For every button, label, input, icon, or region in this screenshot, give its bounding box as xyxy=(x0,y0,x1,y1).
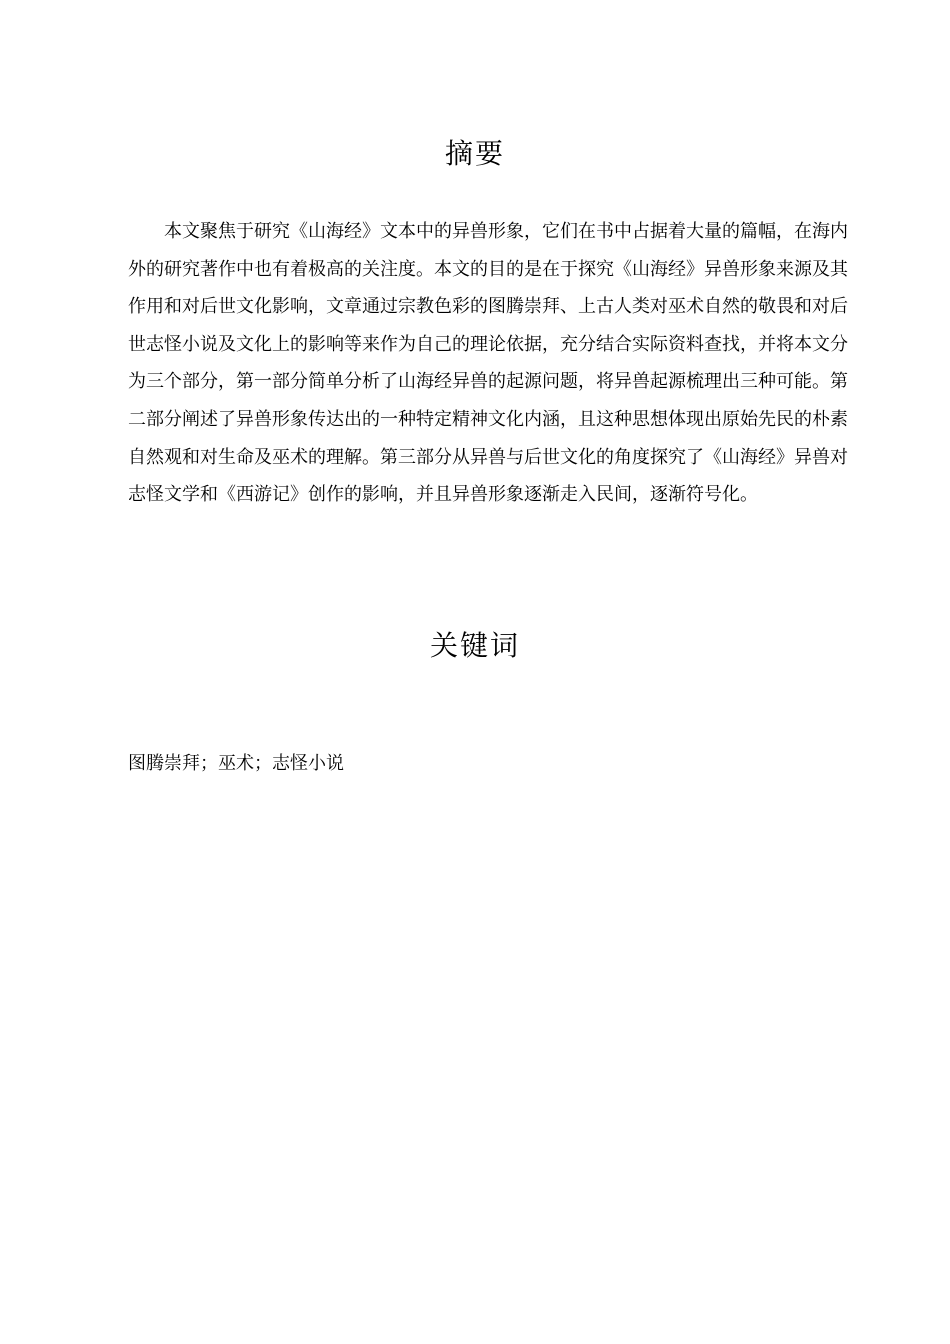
keywords-heading: 关键词 xyxy=(429,629,520,662)
abstract-paragraph: 本文聚焦于研究《山海经》文本中的异兽形象，它们在书中占据着大量的篇幅，在海内外的研究著作中也有着极高的关注度。本文的目的是在于探究《山海经》异兽形象来源及其作用和对后世文化影响，文章通过宗教色彩的图腾崇拜、上古人类对巫术自然的敬畏和对后世志怪小说及文化上的影响等来作为自己的理论依据，充分结合实际资料查找，并将本文分为三个部分，第一部分简单分析了山海经异兽的起源问题，将异兽起源梳理出三种可能。第二部分阐述了异兽形象传达出的一种特定精神文化内涵，且这种思想体现出原始先民的朴素自然观和对生命及巫术的理解。第三部分从异兽与后世文化的角度探究了《山海经》异兽对志怪文学和《西游记》创作的影响，并且异兽形象逐渐走入民间，逐渐符号化。 xyxy=(128,221,848,506)
keywords-list: 图腾崇拜；巫术；志怪小说 xyxy=(128,753,344,774)
abstract-heading: 摘要 xyxy=(444,137,505,170)
